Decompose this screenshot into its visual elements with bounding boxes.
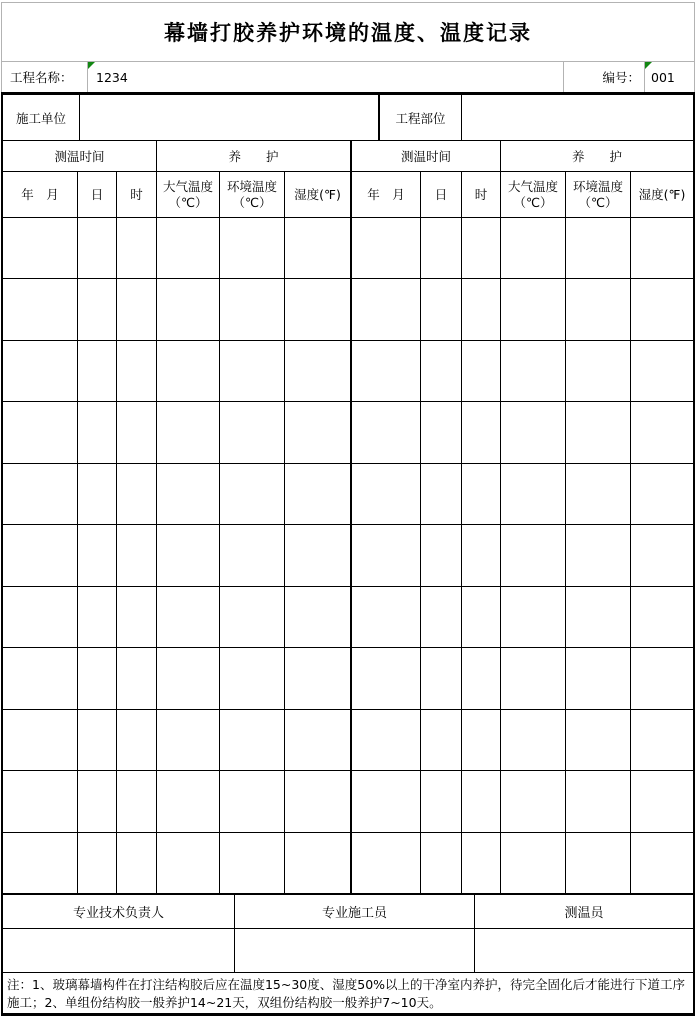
data-cell[interactable]	[117, 833, 157, 894]
temp-reader-label: 测温员	[564, 906, 604, 921]
title-block	[1, 2, 695, 61]
data-cell[interactable]	[285, 402, 352, 463]
data-cell[interactable]	[117, 341, 157, 402]
col-header-unit: （℃）	[168, 194, 208, 210]
data-cell[interactable]	[157, 464, 220, 525]
data-cell[interactable]	[78, 648, 117, 709]
data-cell[interactable]	[631, 279, 693, 340]
data-cell[interactable]	[3, 464, 78, 525]
data-cell[interactable]	[157, 341, 220, 402]
data-cell[interactable]	[78, 587, 117, 648]
data-cell[interactable]	[352, 341, 421, 402]
data-cell[interactable]	[501, 771, 566, 832]
data-cell[interactable]	[462, 648, 501, 709]
data-cell[interactable]	[352, 833, 421, 894]
data-cell[interactable]	[3, 218, 78, 279]
tech-leader-signature-cell[interactable]	[3, 929, 235, 972]
col-header-hour	[117, 172, 157, 218]
data-cell[interactable]	[220, 402, 285, 463]
data-cell[interactable]	[285, 710, 352, 771]
data-cell[interactable]	[352, 402, 421, 463]
data-cell[interactable]	[285, 341, 352, 402]
data-cell[interactable]	[78, 771, 117, 832]
data-cell[interactable]	[3, 833, 78, 894]
signature-value-row	[3, 929, 693, 973]
data-cell[interactable]	[631, 341, 693, 402]
data-cell[interactable]	[285, 587, 352, 648]
data-cell[interactable]	[117, 279, 157, 340]
construction-unit-label: 施工单位	[3, 95, 80, 140]
data-cell[interactable]	[220, 218, 285, 279]
col-header-text: 大气温度	[162, 178, 213, 194]
data-cell[interactable]	[117, 710, 157, 771]
col-header-air-temp-2	[501, 172, 566, 218]
col-header-air-temp	[157, 172, 220, 218]
col-header-text: 时	[130, 186, 143, 202]
project-name-label: 工程名称：	[2, 62, 88, 92]
data-cell[interactable]	[78, 341, 117, 402]
data-cell[interactable]	[157, 218, 220, 279]
data-cell[interactable]	[462, 525, 501, 586]
data-cell[interactable]	[352, 710, 421, 771]
data-cell[interactable]	[631, 771, 693, 832]
data-cell[interactable]	[3, 402, 78, 463]
data-cell[interactable]	[631, 710, 693, 771]
data-cell[interactable]	[566, 464, 631, 525]
data-cell[interactable]	[566, 771, 631, 832]
data-cell[interactable]	[157, 402, 220, 463]
number-label: 编号：	[564, 62, 645, 92]
sheet	[1, 2, 695, 1016]
data-cell[interactable]	[285, 833, 352, 894]
data-cell[interactable]	[352, 648, 421, 709]
data-cell[interactable]	[220, 525, 285, 586]
col-header-text: 大气温度	[507, 178, 558, 194]
data-cell[interactable]	[421, 710, 462, 771]
col-header-text: 日	[90, 186, 104, 202]
data-cell[interactable]	[220, 464, 285, 525]
data-cell[interactable]	[501, 218, 566, 279]
data-cell[interactable]	[3, 279, 78, 340]
data-cell[interactable]	[566, 587, 631, 648]
page-title: 幕墙打胶养护环境的温度、温度记录	[164, 21, 532, 45]
data-cell[interactable]	[501, 587, 566, 648]
data-cell[interactable]	[566, 279, 631, 340]
data-cell[interactable]	[566, 218, 631, 279]
data-cell[interactable]	[157, 279, 220, 340]
green-flag-icon	[88, 62, 95, 69]
col-header-hour-2	[462, 172, 501, 218]
data-cell[interactable]	[285, 525, 352, 586]
col-header-humidity-2	[631, 172, 693, 218]
data-cell[interactable]	[285, 771, 352, 832]
data-cell[interactable]	[566, 525, 631, 586]
col-header-unit: （℃）	[513, 194, 553, 210]
data-cell[interactable]	[421, 587, 462, 648]
data-cell[interactable]	[157, 710, 220, 771]
tech-leader-label: 专业技术负责人	[3, 895, 235, 928]
number-value: 001	[651, 69, 675, 85]
data-cell[interactable]	[3, 525, 78, 586]
data-cell[interactable]	[157, 587, 220, 648]
data-cell[interactable]	[462, 464, 501, 525]
data-cell[interactable]	[3, 771, 78, 832]
data-cell[interactable]	[220, 341, 285, 402]
record-grid	[3, 141, 693, 894]
data-cell[interactable]	[220, 833, 285, 894]
data-cell[interactable]	[501, 710, 566, 771]
number-value-cell[interactable]	[645, 62, 694, 92]
data-cell[interactable]	[462, 587, 501, 648]
project-name-value: 1234	[96, 69, 128, 85]
col-header-year-month-2	[352, 172, 421, 218]
col-header-text: 湿度(℉)	[638, 186, 686, 202]
col-header-year-month	[3, 172, 78, 218]
data-cell[interactable]	[462, 710, 501, 771]
project-part-value-cell[interactable]	[462, 95, 693, 140]
col-header-text: 环境温度	[572, 178, 623, 194]
construction-unit-value-cell[interactable]	[80, 95, 380, 140]
data-cell[interactable]	[220, 648, 285, 709]
data-cell[interactable]	[78, 279, 117, 340]
data-cell[interactable]	[220, 279, 285, 340]
data-cell[interactable]	[117, 587, 157, 648]
data-cell[interactable]	[631, 218, 693, 279]
data-cell[interactable]	[566, 710, 631, 771]
data-cell[interactable]	[352, 771, 421, 832]
data-cell[interactable]	[117, 218, 157, 279]
data-cell[interactable]	[501, 525, 566, 586]
data-cell[interactable]	[421, 833, 462, 894]
builder-label: 专业施工员	[235, 895, 475, 928]
data-cell[interactable]	[462, 771, 501, 832]
data-cell[interactable]	[462, 402, 501, 463]
data-cell[interactable]	[117, 648, 157, 709]
data-cell[interactable]	[501, 402, 566, 463]
data-cell[interactable]	[501, 833, 566, 894]
data-cell[interactable]	[501, 648, 566, 709]
group-header-cure: 养 护	[157, 141, 352, 172]
project-name-value-cell[interactable]	[88, 62, 564, 92]
data-cell[interactable]	[157, 648, 220, 709]
project-row	[1, 61, 695, 92]
data-cell[interactable]	[78, 833, 117, 894]
group-header-time: 测温时间	[3, 141, 157, 172]
col-header-unit: （℃）	[578, 194, 618, 210]
data-cell[interactable]	[421, 402, 462, 463]
data-cell[interactable]	[421, 648, 462, 709]
data-cell[interactable]	[157, 525, 220, 586]
data-cell[interactable]	[566, 648, 631, 709]
col-header-humidity	[285, 172, 352, 218]
col-header-text: 年 月	[367, 186, 405, 202]
data-cell[interactable]	[566, 402, 631, 463]
data-cell[interactable]	[501, 279, 566, 340]
note-line-2: 施工；2、单组份结构胶一般养护14~21天，双组份结构胶一般养护7~10天。	[7, 995, 442, 1010]
group-header-cure-2: 养 护	[501, 141, 693, 172]
data-cell[interactable]	[501, 464, 566, 525]
data-cell[interactable]	[421, 218, 462, 279]
record-table	[1, 92, 695, 1016]
data-cell[interactable]	[421, 771, 462, 832]
data-cell[interactable]	[352, 279, 421, 340]
col-header-text: 湿度(℉)	[294, 186, 341, 202]
col-header-text: 日	[434, 186, 448, 202]
data-cell[interactable]	[285, 464, 352, 525]
data-cell[interactable]	[352, 218, 421, 279]
data-cell[interactable]	[566, 341, 631, 402]
data-cell[interactable]	[78, 464, 117, 525]
col-header-text: 环境温度	[226, 178, 277, 194]
green-flag-icon	[645, 62, 652, 69]
data-cell[interactable]	[3, 587, 78, 648]
note-line-1: 注：1、玻璃幕墙构件在打注结构胶后应在温度15~30度、湿度50%以上的干净室内养护，待完全固化后才能进行下道工序	[7, 977, 686, 992]
col-header-env-temp	[220, 172, 285, 218]
data-cell[interactable]	[78, 402, 117, 463]
data-cell[interactable]	[462, 833, 501, 894]
data-cell[interactable]	[78, 218, 117, 279]
builder-signature-cell[interactable]	[235, 929, 475, 972]
data-cell[interactable]	[117, 525, 157, 586]
col-header-text: 时	[474, 186, 488, 202]
data-cell[interactable]	[117, 464, 157, 525]
col-header-env-temp-2	[566, 172, 631, 218]
data-cell[interactable]	[421, 279, 462, 340]
data-cell[interactable]	[462, 218, 501, 279]
data-cell[interactable]	[631, 587, 693, 648]
data-cell[interactable]	[3, 341, 78, 402]
data-cell[interactable]	[220, 771, 285, 832]
data-cell[interactable]	[117, 402, 157, 463]
data-cell[interactable]	[157, 833, 220, 894]
col-header-day	[78, 172, 117, 218]
data-cell[interactable]	[117, 771, 157, 832]
data-cell[interactable]	[220, 587, 285, 648]
data-cell[interactable]	[631, 402, 693, 463]
note-block	[3, 973, 693, 1013]
data-cell[interactable]	[3, 648, 78, 709]
col-header-unit: （℃）	[232, 194, 272, 210]
info-row	[3, 95, 693, 141]
data-cell[interactable]	[421, 341, 462, 402]
data-cell[interactable]	[631, 648, 693, 709]
data-cell[interactable]	[421, 464, 462, 525]
col-header-day-2	[421, 172, 462, 218]
data-cell[interactable]	[78, 710, 117, 771]
data-cell[interactable]	[352, 525, 421, 586]
data-cell[interactable]	[78, 525, 117, 586]
project-part-label: 工程部位	[380, 95, 462, 140]
data-cell[interactable]	[631, 525, 693, 586]
data-cell[interactable]	[566, 833, 631, 894]
data-cell[interactable]	[352, 464, 421, 525]
signature-label-row	[3, 894, 693, 929]
data-cell[interactable]	[631, 833, 693, 894]
data-cell[interactable]	[220, 710, 285, 771]
data-cell[interactable]	[501, 341, 566, 402]
data-cell[interactable]	[285, 648, 352, 709]
data-cell[interactable]	[462, 279, 501, 340]
col-header-text: 年 月	[21, 186, 59, 202]
data-cell[interactable]	[157, 771, 220, 832]
data-cell[interactable]	[352, 587, 421, 648]
data-cell[interactable]	[462, 341, 501, 402]
data-cell[interactable]	[285, 218, 352, 279]
temp-reader-signature-cell[interactable]	[475, 929, 693, 972]
group-header-time-2: 测温时间	[352, 141, 501, 172]
data-cell[interactable]	[285, 279, 352, 340]
data-cell[interactable]	[631, 464, 693, 525]
data-cell[interactable]	[3, 710, 78, 771]
data-cell[interactable]	[421, 525, 462, 586]
